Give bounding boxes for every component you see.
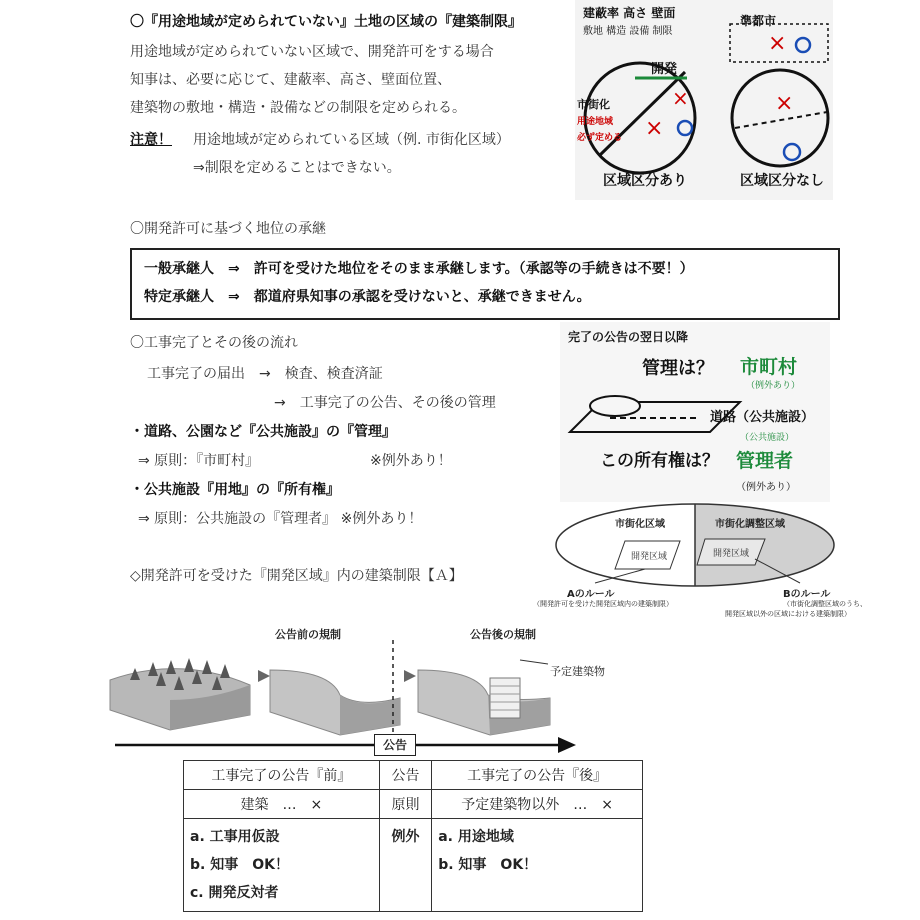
svg-text:×: × [775, 91, 794, 116]
cell-before-exceptions [184, 819, 380, 912]
sketch2-answer2: 管理者 [736, 450, 794, 472]
sketch2-facility-note: （公共施設） [740, 433, 795, 443]
public-land-ownership: ・公共施設『用地』の『所有権』 [130, 482, 340, 498]
list-item: b. 知事 OK！ [438, 857, 538, 873]
rule-a-label: Aのルール [567, 589, 615, 600]
zone-oval-diagram [533, 503, 867, 623]
list-item: b. 知事 OK！ [190, 857, 289, 873]
cell-principle: 原則 [379, 790, 431, 819]
specific-successor-row: 特定承継人 ⇒ 都道府県知事の承認を受けないと、承継できません。 [144, 289, 591, 305]
section1-line2: 知事は、必要に応じて、建蔽率、高さ、壁面位置、 [130, 72, 452, 88]
header-notice: 公告 [379, 761, 431, 790]
sketch-must-label: 必ず定める [577, 133, 623, 143]
exception-note1: ※例外あり！ [370, 453, 452, 469]
sketch2-question2: この所有権は？ [600, 451, 719, 471]
general-successor-row: 一般承継人 ⇒ 許可を受けた地位をそのまま承継します。（承認等の手続きは不要！） [144, 261, 694, 277]
list-item: c. 開発反対者 [190, 885, 279, 901]
sketch2-heading: 完了の公告の翌日以降 [568, 330, 689, 344]
succession-box [130, 248, 840, 320]
svg-text:×: × [768, 31, 787, 56]
svg-text:×: × [672, 86, 689, 110]
cell-exception: 例外 [379, 819, 431, 912]
building-restriction-table [183, 760, 643, 912]
note-label: 注意！ [130, 132, 172, 148]
table-header-row [184, 761, 643, 790]
public-facility-management: ・道路、公園など『公共施設』の『管理』 [130, 424, 396, 440]
principle-municipality: ⇒ 原則：『市町村』 [138, 453, 260, 469]
svg-text:×: × [645, 116, 664, 141]
rule-b-sub1: （市街化調整区域のうち、 [783, 600, 867, 608]
cell-after-rule: 予定建築物以外 … × [432, 790, 643, 819]
sketch-top-label2: 敷地 構造 設備 制限 [583, 26, 673, 37]
section1-line4: 用途地域が定められている区域（例. 市街化区域） [193, 132, 510, 148]
urbanization-control-label: 市街化調整区域 [715, 519, 785, 530]
rule-b-label: Bのルール [783, 589, 831, 600]
sketch2-question1: 管理は？ [642, 358, 714, 379]
sketch-dev-label: 開発 [651, 62, 678, 77]
section1-line1: 用途地域が定められていない区域で、開発許可をする場合 [130, 44, 494, 60]
header-before: 工事完了の公告『前』 [184, 761, 380, 790]
dev-area-label2: 開発区域 [713, 549, 750, 559]
rule-a-sub: （開発許可を受けた開発区域内の建築制限） [533, 600, 673, 608]
sketch-caption-left: 区域区分あり [603, 173, 687, 189]
sketch-city-label: 市街化 [577, 98, 610, 111]
flow-line1: 工事完了の届出 → 検査、検査済証 [147, 366, 383, 382]
table-row [184, 790, 643, 819]
section4-title: ◇開発許可を受けた『開発区域』内の建築制限【Ａ】 [130, 568, 463, 584]
sketch-zone-label: 用途地域 [577, 117, 614, 127]
notice-marker: 公告 [374, 734, 416, 756]
rule-b-sub2: 開発区域以外の区域における建築制限） [725, 610, 851, 618]
sketch-quasi-city: 準都市 [740, 14, 777, 28]
dev-area-label1: 開発区域 [631, 552, 668, 562]
section1-line5: ⇒制限を定めることはできない。 [193, 160, 401, 176]
planned-building-label: 予定建築物 [550, 665, 605, 678]
terrain-illustration [100, 640, 580, 760]
before-notice-label: 公告前の規制 [275, 628, 341, 641]
section1-title: 〇『用途地域が定められていない』土地の区域の『建築制限』 [130, 14, 522, 30]
flow-line2: → 工事完了の公告、その後の管理 [274, 395, 496, 411]
list-item: a. 用途地域 [438, 829, 514, 845]
list-item: a. 工事用仮設 [190, 829, 280, 845]
sketch2-answer1: 市町村 [740, 356, 798, 378]
sketch2-exception1: （例外あり） [746, 381, 801, 391]
urbanization-area-label: 市街化区域 [615, 519, 665, 530]
section1-line3: 建築物の敷地・構造・設備などの制限を定められる。 [130, 100, 466, 116]
cell-after-exceptions [432, 819, 643, 912]
sketch-after-notice [560, 322, 830, 502]
cell-before-rule: 建築 … × [184, 790, 380, 819]
after-notice-label: 公告後の規制 [470, 628, 536, 641]
sketch-zoning [575, 0, 833, 200]
header-after: 工事完了の公告『後』 [432, 761, 643, 790]
section2-title: 〇開発許可に基づく地位の承継 [130, 221, 326, 237]
zone-oval-shapes [555, 503, 835, 588]
section3-title: 〇工事完了とその後の流れ [130, 335, 298, 351]
sketch2-exception2: （例外あり） [736, 482, 796, 493]
table-row [184, 819, 643, 912]
sketch-top-label: 建蔽率 高さ 壁面 [583, 6, 676, 20]
principle-manager: ⇒ 原則：公共施設の『管理者』 ※例外あり！ [138, 511, 423, 527]
sketch-caption-right: 区域区分なし [740, 173, 824, 189]
sketch2-road-label: 道路（公共施設） [710, 410, 815, 425]
